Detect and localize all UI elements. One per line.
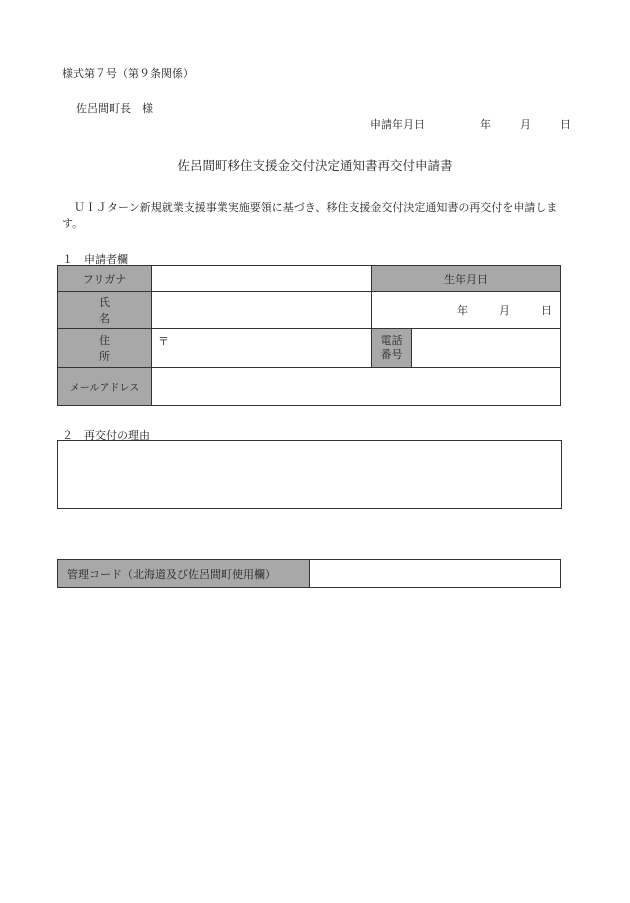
application-year-label: 年 xyxy=(480,118,491,131)
name-input[interactable] xyxy=(152,292,372,329)
address-input[interactable] xyxy=(152,329,372,368)
email-input[interactable] xyxy=(152,368,561,406)
section2-heading: ２ 再交付の理由 xyxy=(62,429,150,442)
birth-month-label: 月 xyxy=(499,304,510,317)
intro-paragraph: ＵＩＪターン新規就業支援事業実施要領に基づき、移住支援金交付決定通知書の再交付を申請します。 xyxy=(62,201,558,230)
reissue-reason-input[interactable] xyxy=(57,440,562,509)
furigana-label: フリガナ xyxy=(58,266,152,292)
section1-heading: １ 申請者欄 xyxy=(62,253,128,266)
phone-input[interactable] xyxy=(412,329,561,368)
furigana-input[interactable] xyxy=(152,266,372,292)
page-title: 佐呂間町移住支援金交付決定通知書再交付申請書 xyxy=(177,158,453,173)
application-date-label: 申請年月日 xyxy=(370,118,425,131)
phone-label-line-1: 電話 xyxy=(380,334,403,347)
phone-label xyxy=(372,329,412,368)
addressee: 佐呂間町長 様 xyxy=(76,102,153,115)
email-label: メールアドレス xyxy=(58,368,152,406)
address-label: 住 所 xyxy=(58,329,152,368)
birth-day-label: 日 xyxy=(541,304,552,317)
postal-mark: 〒 xyxy=(158,335,169,348)
applicant-table xyxy=(57,265,561,406)
application-month-label: 月 xyxy=(520,118,531,131)
admin-code-label: 管理コード（北海道及び佐呂間町使用欄） xyxy=(58,560,310,588)
admin-code-input[interactable] xyxy=(310,560,561,588)
birthdate-label: 生年月日 xyxy=(372,266,561,292)
admin-code-table xyxy=(57,559,561,588)
birthdate-input[interactable] xyxy=(372,292,561,329)
application-date-line xyxy=(370,116,571,132)
intro-text xyxy=(62,200,572,232)
name-label: 氏 名 xyxy=(58,292,152,329)
phone-label-line-2: 番号 xyxy=(380,348,403,361)
form-number: 様式第７号（第９条関係） xyxy=(62,67,194,80)
birth-year-label: 年 xyxy=(457,304,468,317)
application-day-label: 日 xyxy=(560,118,571,131)
